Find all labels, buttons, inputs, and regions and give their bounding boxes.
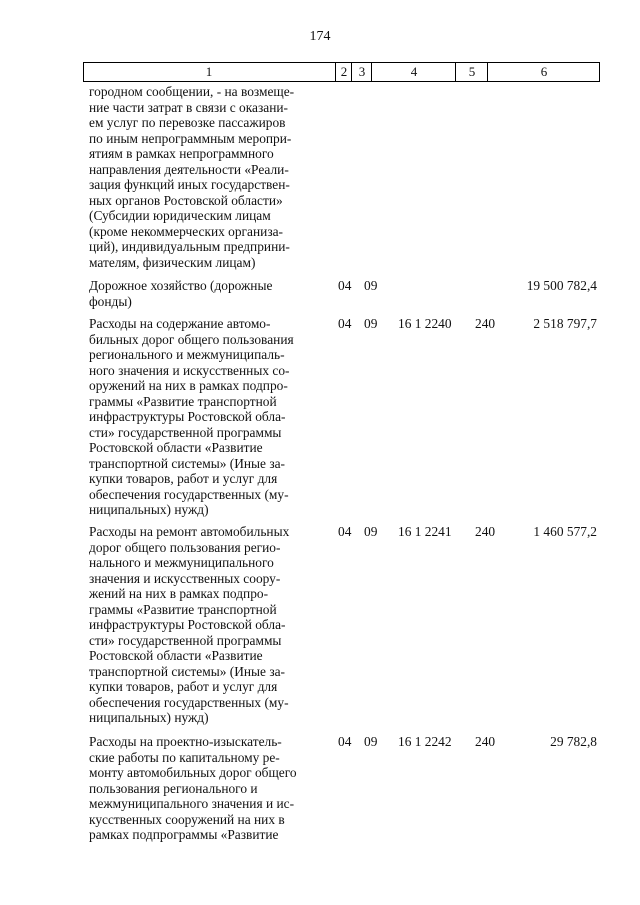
row-section: 04 bbox=[338, 316, 352, 331]
row-description: Расходы на проектно-изыскатель- ские работы по капитальному ре- монту автомобильных дорог общего пользования регионального и межмуниципального значения и ис- кусственных сооружений на них в рамках подпрограммы «Развитие bbox=[89, 734, 297, 842]
row-section: 04 bbox=[338, 524, 352, 539]
row-subsection: 09 bbox=[364, 734, 378, 749]
header-col-1: 1 bbox=[205, 64, 213, 79]
table-header bbox=[83, 62, 600, 82]
row-description: Расходы на содержание автомо- бильных дорог общего пользования регионального и межмуниципаль- ного значения и искусственных со- оружений на них в рамках подпро- граммы «Развитие транспортной инфраструктуры Ростовской обла- сти» государственной программы Ростовской области «Развитие транспортной системы» (Иные за- купки товаров, работ и услуг для обеспечения государственных (му- ниципальных) нужд) bbox=[89, 316, 294, 517]
page-number: 174 bbox=[309, 29, 331, 44]
row-description: Расходы на ремонт автомобильных дорог общего пользования регио- нального и межмуниципального значения и искусственных соору- жений на них в рамках подпро- граммы «Развитие транспортной инфраструктуры Ростовской обла- сти» государственной программы Ростовской области «Развитие транспортной системы» (Иные за- купки товаров, работ и услуг для обеспечения государственных (му- ниципальных) нужд) bbox=[89, 524, 290, 725]
row-section: 04 bbox=[338, 278, 352, 293]
header-col-5: 5 bbox=[455, 63, 488, 81]
row-amount: 1 460 577,2 bbox=[533, 524, 597, 539]
row-description: городном сообщении, - на возмеще- ние части затрат в связи с оказани- ем услуг по перевозке пассажиров по иным непрограммным меропри- ятиям в рамках непрограммного направления деятельности «Реали- зация функций иных государствен- ных органов Ростовской области» (Субсидии юридическим лицам (кроме некоммерческих организа- ций), индивидуальным предприни- мателям, физическим лицам) bbox=[89, 84, 295, 270]
row-expense-type: 240 bbox=[475, 524, 496, 539]
header-col-6: 6 bbox=[487, 63, 600, 81]
row-subsection: 09 bbox=[364, 278, 378, 293]
row-subsection: 09 bbox=[364, 316, 378, 331]
row-amount: 19 500 782,4 bbox=[526, 278, 597, 293]
row-section: 04 bbox=[338, 734, 352, 749]
header-col-3: 3 bbox=[351, 63, 372, 81]
row-target-article: 16 1 2242 bbox=[398, 734, 452, 749]
row-expense-type: 240 bbox=[475, 316, 496, 331]
row-amount: 29 782,8 bbox=[550, 734, 597, 749]
row-expense-type: 240 bbox=[475, 734, 496, 749]
row-target-article: 16 1 2241 bbox=[398, 524, 452, 539]
row-subsection: 09 bbox=[364, 524, 378, 539]
header-col-4: 4 bbox=[371, 63, 456, 81]
row-description: Дорожное хозяйство (дорожные фонды) bbox=[89, 278, 273, 309]
row-target-article: 16 1 2240 bbox=[398, 316, 452, 331]
header-col-2: 2 bbox=[335, 63, 352, 81]
row-amount: 2 518 797,7 bbox=[533, 316, 597, 331]
